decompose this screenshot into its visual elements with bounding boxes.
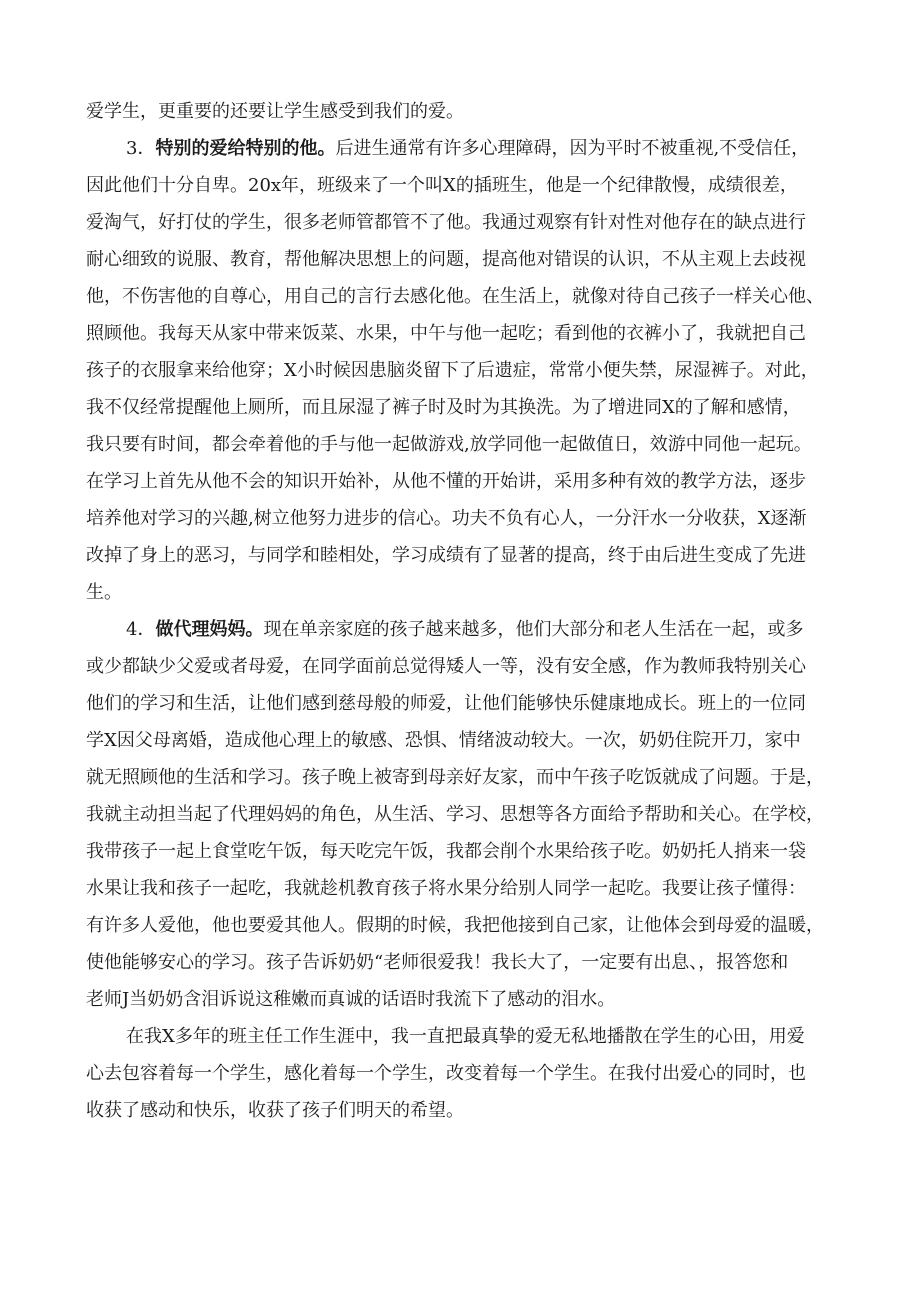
section-number: 3． [126, 138, 156, 159]
text-line: 在学习上首先从他不会的知识开始补，从他不懂的开始讲，采用多种有效的教学方法，逐步 [86, 471, 806, 492]
text-line: 生。 [86, 582, 122, 603]
text-line: 他们的学习和生活，让他们感到慈母般的师爱，让他们能够快乐健康地成长。班上的一位同 [86, 693, 806, 714]
text-line: 老师J当奶奶含泪诉说这稚嫩而真诚的话语时我流下了感动的泪水。 [86, 989, 616, 1010]
text-line: 爱学生，更重要的还要让学生感受到我们的爱。 [86, 101, 464, 122]
text-line: 学X因父母离婚，造成他心理上的敏感、恐惧、情绪波动较大。一次，奶奶住院开刀，家中 [86, 730, 801, 751]
section-heading: 特别的爱给特别的他。 [155, 138, 336, 159]
section-number: 4． [126, 619, 156, 640]
text-line: 使他能够安心的学习。孩子告诉奶奶“老师很爱我！我长大了，一定要有出息、，报答您和 [86, 952, 789, 973]
text-line: 爱淘气，好打仗的学生，很多老师管都管不了他。我通过观察有针对性对他存在的缺点进行 [86, 212, 806, 233]
section-heading: 做代理妈妈。 [155, 619, 264, 640]
closing-paragraph-first-line: 在我X多年的班主任工作生涯中，我一直把最真挚的爱无私地播散在学生的心田，用爱 [126, 1026, 805, 1047]
text-line: 我只要有时间，都会牵着他的手与他一起做游戏,放学同他一起做值日，效游中同他一起玩。 [86, 434, 812, 455]
section-3-first-line [126, 134, 809, 164]
text-line: 心去包容着每一个学生，感化着每一个学生，改变着每一个学生。在我付出爱心的同时，也 [86, 1063, 806, 1084]
text-line: 耐心细致的说服、教育，帮他解决思想上的问题，提高他对错误的认识，不从主观上去歧视 [86, 249, 806, 270]
text-line: 我不仅经常提醒他上厕所，而且尿湿了裤子时及时为其换洗。为了增进同X的了解和感情， [86, 397, 801, 418]
text-line: 他，不伤害他的自尊心，用自己的言行去感化他。在生活上，就像对待自己孩子一样关心他、 [86, 286, 824, 307]
text-line: 就无照顾他的生活和学习。孩子晚上被寄到母亲好友家，而中午孩子吃饭就成了问题。于是， [86, 767, 824, 788]
text-line: 改掉了身上的恶习，与同学和睦相处，学习成绩有了显著的提高，终于由后进生变成了先进 [86, 545, 806, 566]
text-line: 因此他们十分自卑。20x年，班级来了一个叫X的插班生，他是一个纪律散慢，成绩很差， [86, 175, 798, 196]
section-text: 后进生通常有许多心理障碍，因为平时不被重视,不受信任， [335, 138, 810, 159]
text-line: 水果让我和孩子一起吃，我就趁机教育孩子将水果分给别人同学一起吃。我要让孩子懂得： [86, 878, 806, 899]
section-4-first-line [126, 615, 803, 645]
section-text: 现在单亲家庭的孩子越来越多，他们大部分和老人生活在一起，或多 [263, 619, 804, 640]
text-line: 有许多人爱他，他也要爱其他人。假期的时候，我把他接到自己家，让他体会到母爱的温暖， [86, 915, 824, 936]
text-line: 或少都缺少父爱或者母爱，在同学面前总觉得矮人一等，没有安全感，作为教师我特别关心 [86, 656, 806, 677]
text-line: 我带孩子一起上食堂吃午饭，每天吃完午饭，我都会削个水果给孩子吃。奶奶托人捎来一袋 [86, 841, 806, 862]
text-line: 孩子的衣服拿来给他穿；X小时候因患脑炎留下了后遗症，常常小便失禁，尿湿裤子。对此， [86, 360, 819, 381]
text-line: 照顾他。我每天从家中带来饭菜、水果，中午与他一起吃；看到他的衣裤小了，我就把自己 [86, 323, 806, 344]
text-line: 收获了感动和快乐，收获了孩子们明天的希望。 [86, 1100, 464, 1121]
text-line: 培养他对学习的兴趣,树立他努力进步的信心。功夫不负有心人，一分汗水一分收获，X逐渐 [86, 508, 807, 529]
text-line: 我就主动担当起了代理妈妈的角色，从生活、学习、思想等各方面给予帮助和关心。在学校， [86, 804, 824, 825]
